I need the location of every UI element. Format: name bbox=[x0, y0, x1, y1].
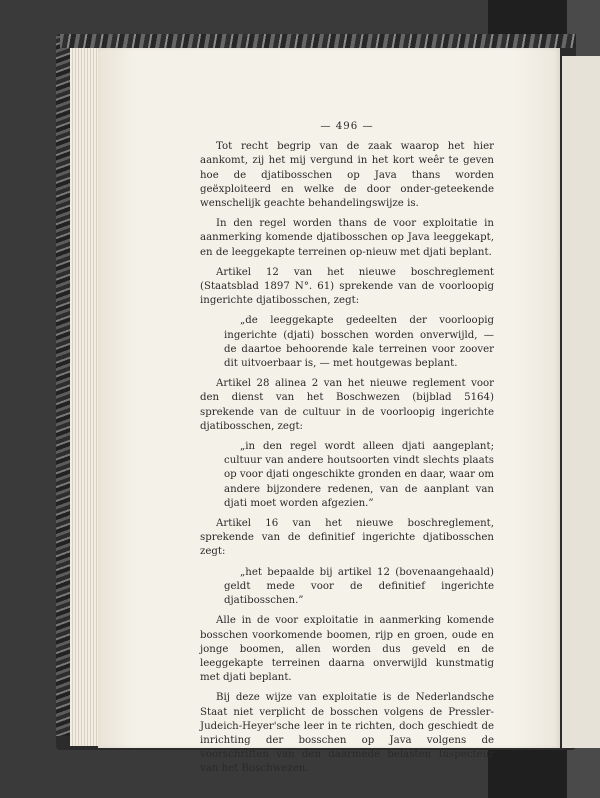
paragraph: Artikel 28 alinea 2 van het nieuwe reglement voor den dienst van het Boschwezen (bijblad 5164) sprekende van de cultuur in de voorloopig ingerichte djatibosschen, zegt: bbox=[200, 378, 494, 432]
quote-paragraph: „de leeggekapte gedeelten der voorloopig ingerichte (djati) bosschen worden onverwijld, — de daartoe behoorende kale terreinen voor zoover dit uitvoerbaar is, — met houtgewas beplant. bbox=[224, 315, 494, 370]
next-page-edge bbox=[562, 56, 600, 748]
quote-paragraph: „in den regel wordt alleen djati aangeplant; cultuur van andere houtsoorten vindt slechts plaats op voor djati ongeschikte gronden en daar, waar om andere bijzondere redenen, van de aanplant van djati moet worden afgezien.” bbox=[224, 441, 494, 509]
paragraph: Artikel 12 van het nieuwe boschreglement (Staatsblad 1897 N°. 61) sprekende van de voorloopig ingerichte djatibosschen, zegt: bbox=[200, 266, 494, 307]
paragraph: Alle in de voor exploitatie in aanmerking komende bosschen voorkomende boomen, rijp en groen, oude en jonge boomen, allen worden dus geveld en de leeggekapte terreinen daarna onverwijld kunstmatig met djati beplant. bbox=[200, 615, 494, 684]
paragraph: In den regel worden thans de voor exploitatie in aanmerking komende djatibosschen op Java leeggekapt, en de leeggekapte terreinen op-nieuw met djati beplant. bbox=[200, 218, 494, 258]
quote-paragraph: „het bepaalde bij artikel 12 (bovenaangehaald) geldt mede voor de definitief ingerichte djatibosschen.” bbox=[224, 566, 494, 607]
paragraph: Tot recht begrip van de zaak waarop het hier aankomt, zij het mij vergund in het kort weêr te geven hoe de djatibosschen op Java thans worden geëxploiteerd en welke de door onder-geteekende wenschelijk geachte behandelingswijze is. bbox=[200, 141, 494, 210]
page-edges bbox=[70, 48, 100, 746]
paragraph: Artikel 16 van het nieuwe boschreglement, sprekende van de definitief ingerichte djatibosschen zegt: bbox=[200, 518, 494, 558]
paragraph: Bij deze wijze van exploitatie is de Nederlandsche Staat niet verplicht de bosschen volgens de Pressler-Judeich-Heyer'sche leer in te richten, doch geschiedt de inrichting der bosschen op Java volgens de voorschriften van den daarmede belasten Inspecteur van het Boschwezen. bbox=[200, 692, 494, 775]
page-text bbox=[200, 120, 494, 783]
cover-top-edge bbox=[60, 34, 576, 48]
page-number: — 496 — bbox=[320, 121, 374, 132]
